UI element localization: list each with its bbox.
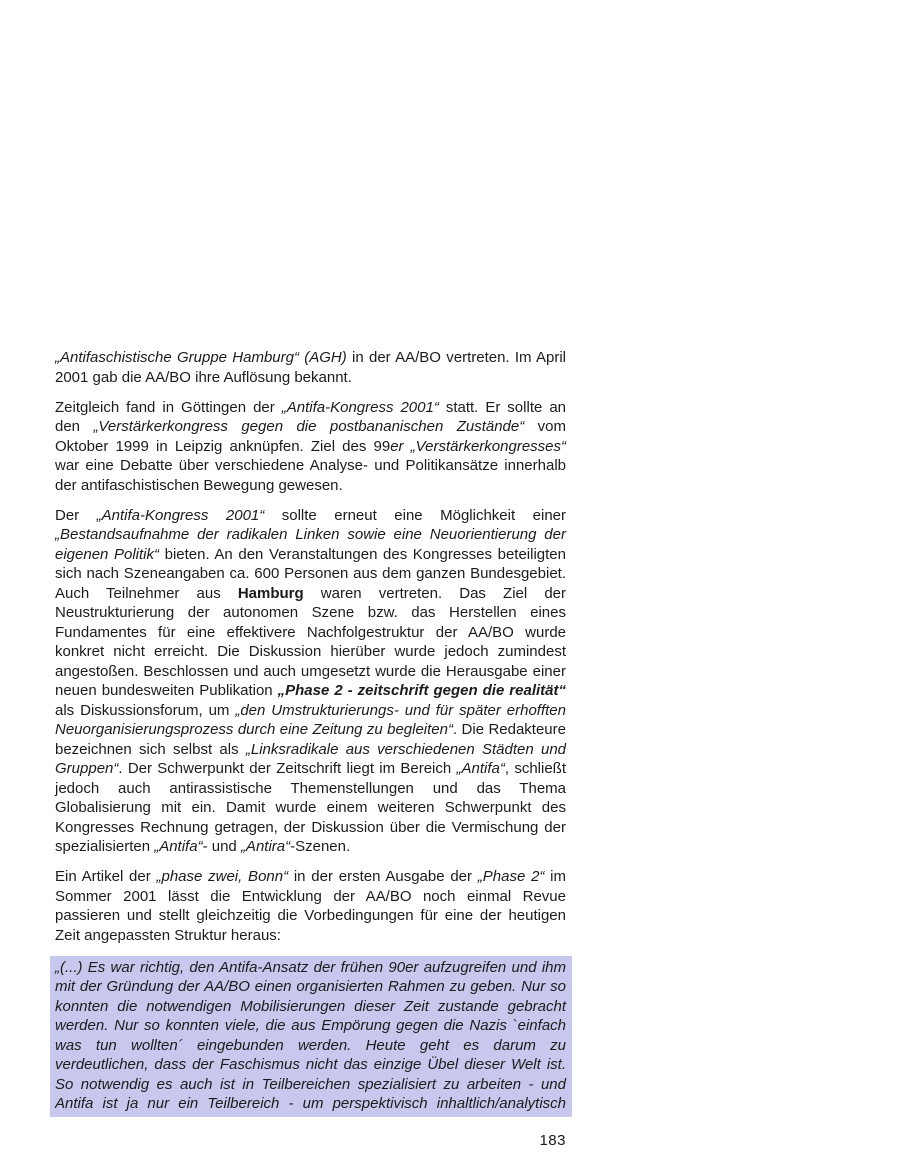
quote-block: [50, 956, 572, 1117]
text-segment: „Phase 2 - zeitschrift gegen die realität“: [277, 682, 566, 699]
text-segment: „Linksradikale aus verschiedenen Städten und Gruppen“: [55, 740, 567, 777]
text-segment: er: [390, 437, 404, 455]
text-segment: „Antira“: [240, 838, 291, 855]
text-segment: Ein Artikel der: [55, 868, 157, 885]
paragraph-4: [55, 867, 566, 945]
text-column: [55, 348, 566, 1150]
text-segment: „Verstärkerkongress gegen die postbananischen Zustände“: [93, 418, 525, 435]
text-segment: . Die Redakteure bezeichnen sich selbst als: [55, 721, 566, 758]
text-segment: Zeitgleich fand in Göttingen der: [55, 398, 282, 416]
text-segment: „Antifa“: [154, 838, 203, 855]
text-segment: waren vertreten. Das Ziel der Neustrukturierung der autonomen Szene bzw. das Herstellen eines Fundamentes für eine effektivere Nachfolgestruktur der AA/BO wurde konkret nicht erreicht. Die Diskussion hierüber wurde jedoch zumindest angestoßen. Beschlossen und auch umgesetzt wurde die Herausgabe einer neuen bundesweiten Publikation: [55, 584, 566, 699]
text-segment: „Antifa“: [456, 760, 505, 777]
page-number: 183: [539, 1131, 566, 1149]
text-segment: vom Oktober 1999 in Leipzig anknüpfen. Ziel des 99: [55, 418, 566, 455]
text-segment: „Phase 2“: [477, 868, 545, 885]
text-segment: „Verstärkerkongresses“: [410, 437, 566, 455]
text-segment: „Bestandsaufnahme der radikalen Linken sowie eine Neuorientierung der eigenen Politik“: [55, 526, 566, 563]
text-segment: „Antifa-Kongress 2001“: [281, 398, 439, 416]
paragraph-1: [55, 348, 566, 387]
text-segment: „phase zwei, Bonn“: [156, 868, 289, 885]
text-segment: „Antifa-Kongress 2001“: [96, 506, 265, 524]
text-segment: Hamburg: [237, 584, 304, 602]
paragraph-3: [55, 506, 566, 857]
text-segment: „Antifaschistische Gruppe Hamburg“ (AGH): [55, 349, 347, 366]
text-segment: „den Umstrukturierungs- und für später erhofften Neuorganisierungsprozess durch eine Zeitung zu begleiten“: [55, 701, 566, 738]
text-segment: in der ersten Ausgabe der: [288, 868, 478, 885]
text-segment: im Sommer 2001 lässt die Entwicklung der AA/BO noch einmal Revue passieren und stellt gleichzeitig die Vorbedingungen für eine der heutigen Zeit angepassten Struktur heraus:: [55, 868, 566, 944]
text-segment: bieten. An den Veranstaltungen des Kongresses beteiligten sich nach Szeneangaben ca. 600 Personen aus dem ganzen Bundesgebiet. Auch Teilnehmer aus: [55, 545, 566, 602]
text-segment: war eine Debatte über verschiedene Analyse- und Politikansätze innerhalb der antifaschistischen Bewegung gewesen.: [55, 457, 566, 494]
text-segment: - und: [202, 838, 241, 855]
text-segment: . Der Schwerpunkt der Zeitschrift liegt im Bereich: [118, 760, 457, 777]
text-segment: -Szenen.: [290, 838, 351, 855]
text-segment: in der AA/BO vertreten. Im April 2001 gab die AA/BO ihre Auflösung bekannt.: [55, 349, 566, 386]
text-segment: [404, 438, 411, 455]
text-segment: , schließt jedoch auch antirassistische Themenstellungen und das Thema Globalisierung mit ein. Damit wurde einem weiteren Schwerpunkt des Kongresses Rechnung getragen, der Diskussion über die Vermischung der spezialisierten: [55, 760, 566, 855]
text-segment: als Diskussionsforum, um: [55, 701, 236, 719]
text-segment: „(...) Es war richtig, den Antifa-Ansatz der frühen 90er aufzugreifen und ihm mit der Gründung der AA/BO einen organisierten Rahmen zu geben. Nur so konnten die notwendigen Mobilisierungen dieser Zeit zustande gebracht werden. Nur so konnten viele, die aus Empörung gegen die Nazis `einfach was tun wollten´ eingebunden werden. Heute geht es darum zu verdeutlichen, dass der Faschismus nicht das einzige Übel dieser Welt ist. So notwendig es auch ist in Teilbereichen spezialisiert zu arbeiten - und Antifa ist ja nur ein Teilbereich - um perspektivisch inhaltlich/analytisch: [55, 958, 566, 1112]
text-segment: Der: [55, 506, 97, 524]
text-segment: sollte erneut eine Möglichkeit einer: [264, 506, 566, 524]
text-segment: statt. Er sollte an den: [55, 398, 566, 435]
paragraphs-container: [55, 348, 566, 1117]
paragraph-2: [55, 398, 566, 496]
